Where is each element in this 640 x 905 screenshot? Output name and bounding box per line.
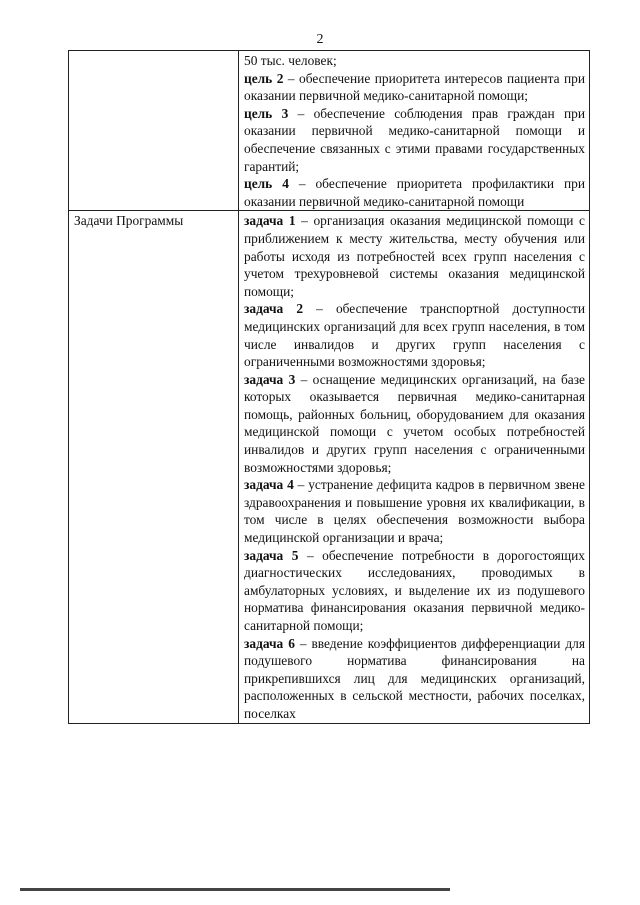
paragraph-goal-4: цель 4 – обеспечение приоритета профилактики при оказании первичной медико-санитарной помощи [244, 176, 586, 209]
program-table [68, 50, 590, 724]
goal-heading: цель 3 [244, 105, 289, 121]
bottom-rule [20, 888, 450, 891]
paragraph-task-4: задача 4 – устранение дефицита кадров в первичном звене здравоохранения и повышение уровня их квалификации, в том числе в целях обеспечения возможности выбора медицинской организации и врача; [244, 477, 585, 546]
task-heading: задача 2 [244, 301, 304, 317]
paragraph-task-5: задача 5 – обеспечение потребности в дорогостоящих диагностических исследованиях, проводимых в амбулаторных условиях, и выделение их из подушевого норматива финансирования оказания первичной медико-санитарной помощи; [244, 547, 585, 633]
paragraph-task-2: задача 2 – обеспечение транспортной доступности медицинских организаций для всех групп населения, в том числе инвалидов и других групп населения с ограниченными возможностями здоровья; [244, 301, 585, 370]
paragraph-task-1: задача 1 – организация оказания медицинской помощи с приближением к месту жительства, месту обучения или работы исходя из потребностей всех групп населения с учетом трехуровневой системы оказания медицинской помощи; [244, 213, 585, 299]
row-label [69, 51, 239, 211]
page-number: 2 [316, 32, 324, 47]
paragraph: 50 тыс. человек; [244, 53, 337, 68]
task-heading: задача 6 [244, 635, 295, 651]
task-heading: задача 4 [244, 477, 294, 493]
paragraph-task-6: задача 6 – введение коэффициентов дифференциации для подушевого норматива финансирования на прикрепившихся лиц для медицинских организаций, расположенных в сельской местности, рабочих поселках, поселках [244, 635, 585, 721]
goal-heading: цель 2 [244, 70, 284, 86]
paragraph-task-3: задача 3 – оснащение медицинских организаций, на базе которых оказывается первичная медико-санитарная помощь, районных больниц, оборудованием для оказания медицинской помощи с учетом особых потребностей инвалидов и других групп населения с ограниченными возможностями здоровья; [244, 371, 585, 475]
row-content [239, 211, 590, 723]
table-row [69, 51, 590, 211]
row-label: Задачи Программы [69, 211, 239, 723]
paragraph-goal-2: цель 2 – обеспечение приоритета интересов пациента при оказании первичной медико-санитарной помощи; [244, 70, 586, 104]
row-content [239, 51, 590, 211]
task-heading: задача 3 [244, 371, 296, 387]
task-heading: задача 5 [244, 547, 299, 563]
paragraph-goal-3: цель 3 – обеспечение соблюдения прав граждан при оказании первичной медико-санитарной помощи и обеспечение связанных с этими правами государственных гарантий; [244, 105, 586, 174]
goal-heading: цель 4 [244, 176, 289, 192]
table-row [69, 211, 590, 723]
task-heading: задача 1 [244, 213, 296, 229]
